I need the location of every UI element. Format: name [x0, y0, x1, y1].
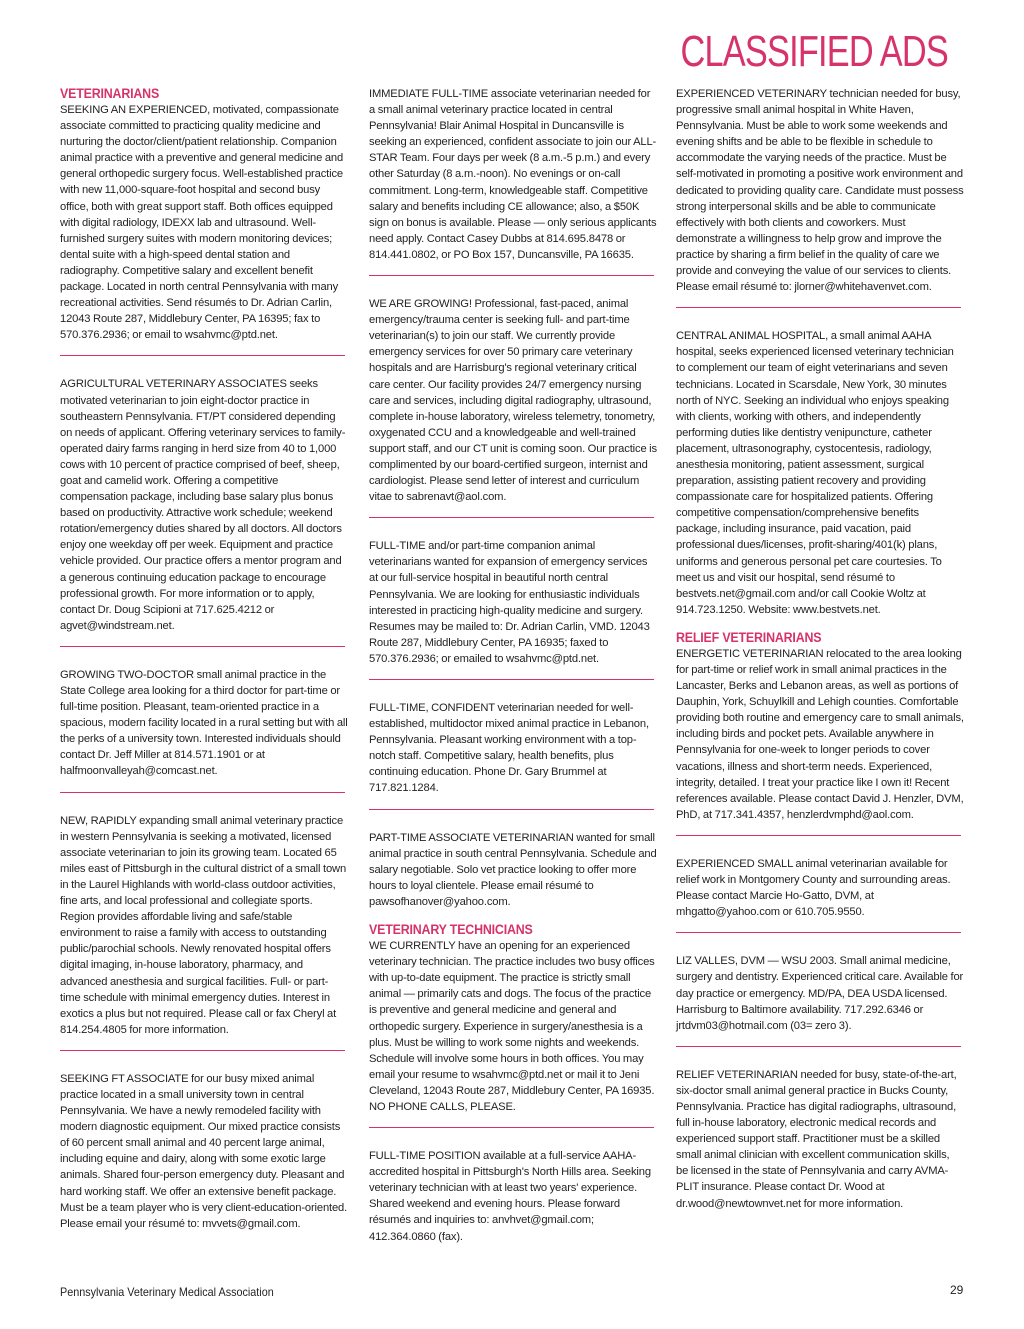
footer-publication: Pennsylvania Veterinary Medical Association: [60, 1285, 274, 1299]
divider: [369, 1127, 654, 1128]
section-heading-veterinarians: VETERINARIANS: [60, 86, 160, 101]
section-heading-relief-veterinarians: RELIEF VETERINARIANS: [676, 629, 822, 645]
column-1: [60, 86, 348, 1232]
divider: [369, 275, 654, 276]
divider: [676, 932, 961, 933]
ad-listing: AGRICULTURAL VETERINARY ASSOCIATES seeks motivated veterinarian to join eight-doctor practice in southeastern Pennsylvania. FT/PT considered depending on needs of applicant. Offering veterinary services to family-operated dairy farms ranging in herd size from 40 to 1,000 cows with 10 percent of practice comprised of beef, sheep, goat and camelid work. Offering a competitive compensation package, including base salary plus bonus based on productivity. Attractive work schedule; weekend rotation/emergency duties shared by all doctors. All doctors enjoy one weekday off per week. Equipment and practice vehicle provided. Our practice offers a mentor program and a generous continuing education package to encourage professional growth. For more information or to apply, contact Dr. Doug Scipioni at 717.625.4212 or agvet@windstream.net.: [60, 378, 346, 632]
ad-listing: ENERGETIC VETERINARIAN relocated to the area looking for part-time or relief work in small animal practices in the Lancaster, Berks and Lebanon areas, as well as portions of Dauphin, York, Schuylkill and Lehigh counties. Comfortable providing both routine and emergency care to small animals, including birds and pocket pets. Available anywhere in Pennsylvania for one-week to longer periods to cover vacations, illness and short-term needs. Experienced, integrity, detailed. I treat your practice like I own it! Recent references available. Please contact David J. Henzler, DVM, PhD, at 717.341.4357, henzlerdvmphd@aol.com.: [676, 647, 964, 821]
ad-listing: EXPERIENCED VETERINARY technician needed for busy, progressive small animal hospital in White Haven, Pennsylvania. Must be able to work some weekends and evening shifts and be able to be flexible in schedule to accommodate the varying needs of the practice. Must be self-motivated in promoting a positive work environment and dedicated to providing quality care. Candidate must possess strong interpersonal skills and be able to communicate effectively with both clients and coworkers. Must demonstrate a willingness to help grow and improve the practice by sharing a firm belief in the quality of care we provide and conveying the value of our services to clients. Please email résumé to: jlorner@whitehavenvet.com.: [676, 88, 964, 294]
ad-listing: PART-TIME ASSOCIATE VETERINARIAN wanted for small animal practice in south central Pennsylvania. Schedule and salary negotiable. Solo vet practice looking to offer more hours to loyal clientele. Please email résumé to pawsofhanover@yahoo.com.: [369, 831, 657, 908]
ad-listing: GROWING TWO-DOCTOR small animal practice in the State College area looking for a third doctor for part-time or full-time position. Pleasant, team-oriented practice in a spacious, modern facility located in a rural setting but with all the perks of a university town. Interested individuals should contact Dr. Jeff Miller at 814.571.1901 or at halfmoonvalleyah@comcast.net.: [60, 668, 348, 778]
ad-listing: NEW, RAPIDLY expanding small animal veterinary practice in western Pennsylvania is seeking a motivated, licensed associate veterinarian to join its growing team. Located 65 miles east of Pittsburgh in the cultural district of a small town in the Laurel Highlands with world-class outdoor activities, fine arts, and local professional and collegiate sports. Region provides affordable living and safe/stable environment to raise a family with access to outstanding public/parochial schools. Newly renovated hospital offers digital imaging, in-house laboratory, pharmacy, and advanced anesthesia and surgical facilities. Full- or part-time schedule with minimal emergency duties. Interest in exotics a plus but not required. Please call or fax Cheryl at 814.254.4805 for more information.: [60, 814, 347, 1036]
section-heading-veterinary-technicians: VETERINARY TECHNICIANS: [369, 922, 533, 938]
divider: [60, 1050, 345, 1051]
ad-listing: FULL-TIME POSITION available at a full-service AAHA-accredited hospital in Pittsburgh's North Hills area. Seeking veterinary technician with at least two years' experience. Shared weekend and evening hours. Please forward résumés and inquiries to: anvhvet@gmail.com; 412.364.0860 (fax).: [369, 1150, 651, 1243]
page-title: CLASSIFIED ADS: [680, 27, 948, 76]
ad-listing: SEEKING FT ASSOCIATE for our busy mixed animal practice located in a small university town in central Pennsylvania. We have a newly remodeled facility with modern diagnostic equipment. Our mixed practice consists of 60 percent small animal and 40 percent large animal, including equine and dairy, along with some exotic large animals. Shared four-person emergency duty. Pleasant and hard working staff. We offer an extensive benefit package. Must be a team player who is very client-education-oriented. Please email your résumé to: mvvets@gmail.com.: [60, 1072, 348, 1230]
ad-listing: IMMEDIATE FULL-TIME associate veterinarian needed for a small animal veterinary practice located in central Pennsylvania! Blair Animal Hospital in Duncansville is seeking an experienced, confident associate to join our ALL-STAR Team. Four days per week (8 a.m.-5 p.m.) and every other Saturday (8 a.m.-noon). No evenings or on-call commitment. Long-term, knowledgeable staff. Competitive salary and benefits including CE allowance; also, a $50K sign on bonus is available. Please — only serious applicants need apply. Contact Casey Dubbs at 814.695.8478 or 814.441.0802, or PO Box 157, Duncansville, PA 16635.: [369, 88, 657, 261]
column-3: [676, 86, 964, 1212]
column-2: [369, 86, 657, 1245]
ad-listing: SEEKING AN EXPERIENCED, motivated, compassionate associate committed to practicing quality medicine and nurturing the doctor/client/patient relationship. Companion animal practice with a preventive and general medicine and general orthopedic surgery focus. Well-established practice with new 11,000-square-foot hospital and second busy office, both with great support staff. Both offices equipped with digital radiology, IDEXX lab and ultrasound. Well-furnished surgery suites with modern monitoring devices; dental suite with a high-speed dental station and radiography. Competitive salary and excellent benefit package. Located in north central Pennsylvania with many recreational activities. Send résumés to Dr. Adrian Carlin, 12043 Route 287, Middlebury Center, PA 16395; fax to 570.376.2936; or email to wsahvmc@ptd.net.: [60, 104, 344, 342]
divider: [676, 835, 961, 836]
divider: [676, 307, 961, 308]
ad-listing: CENTRAL ANIMAL HOSPITAL, a small animal AAHA hospital, seeks experienced licensed veterinary technician to complement our team of eight veterinarians and seven technicians. Located in Scarsdale, New York, 30 minutes north of NYC. Seeking an individual who enjoys speaking with clients, working with others, and independently performing duties like dentistry venipuncture, catheter placement, ultrasonography, cystocentesis, radiology, anesthesia monitoring, patient assessment, surgical preparation, assisting patient recovery and providing compassionate care for hospitalized patients. Offering competitive compensation/comprehensive benefits package, including insurance, paid vacation, paid professional dues/licenses, profit-sharing/401(k) plans, uniforms and generous personal pet care courtesies. To meet us and visit our hospital, send résumé to bestvets.net@gmail.com and/or call Cookie Woltz at 914.723.1250. Website: www.bestvets.net.: [676, 330, 954, 616]
ad-listing: RELIEF VETERINARIAN needed for busy, state-of-the-art, six-doctor small animal general practice in Bucks County, Pennsylvania. Practice has digital radiographs, ultrasound, full in-house laboratory, electronic medical records and experienced support staff. Practitioner must be a skilled small animal clinician with excellent communication skills, be licensed in the state of Pennsylvania and carry AVMA-PLIT insurance. Please contact Dr. Wood at dr.wood@newtownvet.net for more information.: [676, 1068, 957, 1210]
divider: [60, 646, 345, 647]
ad-listing: WE ARE GROWING! Professional, fast-paced, animal emergency/trauma center is seeking full- and part-time veterinarian(s) to join our staff. We currently provide emergency services for over 50 primary care veterinary hospitals and are Harrisburg's regional veterinary critical care center. Our facility provides 24/7 emergency nursing care and services, including digital radiography, ultrasound, complete in-house laboratory, wireless telemetry, tonometry, oxygenated CCU and a knowledgeable and well-trained support staff, and our CT unit is coming soon. Our practice is complimented by our board-certified surgeon, internist and cardiologist. Please send letter of interest and curriculum vitae to sabrenavt@aol.com.: [369, 298, 657, 504]
ad-listing: EXPERIENCED SMALL animal veterinarian available for relief work in Montgomery County and surrounding areas. Please contact Marcie Ho-Gatto, DVM, at mhgatto@yahoo.com or 610.705.9550.: [676, 857, 951, 919]
divider: [369, 517, 654, 518]
ad-listing: WE CURRENTLY have an opening for an experienced veterinary technician. The practice includes two busy offices with up-to-date equipment. The practice is strictly small animal — primarily cats and dogs. The focus of the practice is preventive and general medicine and general and orthopedic surgery. Experience in surgery/anesthesia is a plus. Must be willing to work some nights and weekends. Schedule will involve some hours in both offices. You may email your resume to wsahvmc@ptd.net or mail it to Jeni Cleveland, 12043 Route 287, Middlebury Center, PA 16935. NO PHONE CALLS, PLEASE.: [369, 940, 655, 1113]
divider: [676, 1046, 961, 1047]
divider: [369, 809, 654, 810]
ad-listing: FULL-TIME and/or part-time companion animal veterinarians wanted for expansion of emergency services at our full-service hospital in beautiful north central Pennsylvania. We are looking for enthusiastic individuals interested in practicing high-quality medicine and surgery. Resumes may be mailed to: Dr. Adrian Carlin, VMD. 12043 Route 287, Middlebury Center, PA 16935; faxed to 570.376.2936; or emailed to wsahvmc@ptd.net.: [369, 540, 650, 665]
page-number: 29: [950, 1283, 964, 1297]
divider: [369, 679, 654, 680]
divider: [60, 792, 345, 793]
ad-listing: LIZ VALLES, DVM — WSU 2003. Small animal medicine, surgery and dentistry. Experienced critical care. Available for day practice or emergency. MD/PA, DEA USDA licensed. Harrisburg to Baltimore availability. 717.292.6346 or jrtdvm03@hotmail.com (03= zero 3).: [676, 955, 964, 1032]
divider: [60, 355, 345, 356]
ad-listing: FULL-TIME, CONFIDENT veterinarian needed for well-established, multidoctor mixed animal practice in Lebanon, Pennsylvania. Pleasant working environment with a top-notch staff. Competitive salary, health benefits, plus continuing education. Phone Dr. Gary Brummel at 717.821.1284.: [369, 702, 649, 795]
